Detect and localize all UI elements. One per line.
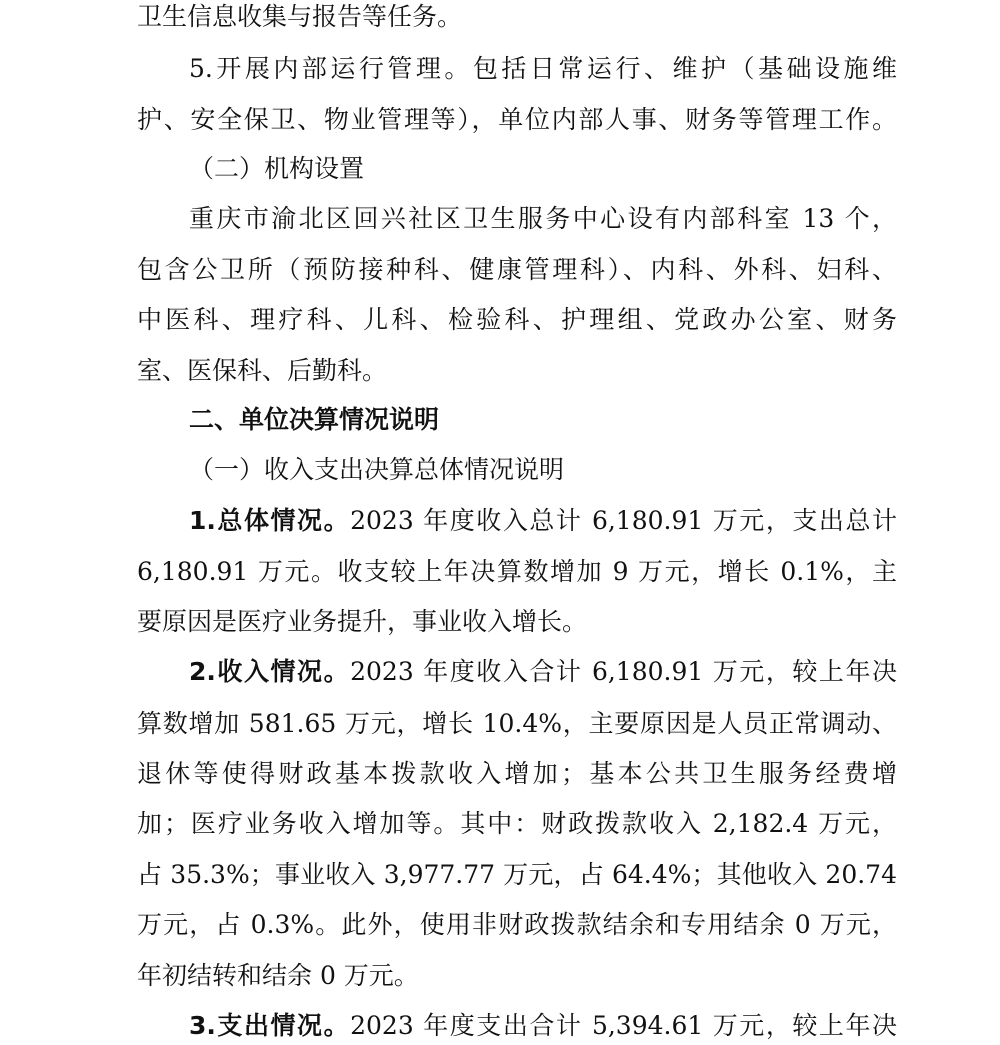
paragraph-lead: 3.支出情况。 [189,1011,351,1040]
text-line: 护、安全保卫、物业管理等），单位内部人事、财务等管理工作。 [137,105,897,134]
text-span: 2023 年度收入总计 6,180.91 万元，支出总计 [350,506,897,535]
text-line: 退休等使得财政基本拨款收入增加；基本公共卫生服务经费增 [137,759,897,788]
paragraph-lead: 1.总体情况。 [189,506,351,535]
text-line [189,502,897,540]
text-line: 要原因是医疗业务提升，事业收入增长。 [137,607,588,636]
text-line: 万元，占 0.3%。此外，使用非财政拨款结余和专用结余 0 万元， [137,910,897,939]
text-line: 加；医疗业务收入增加等。其中：财政拨款收入 2,182.4 万元， [137,809,897,838]
text-line: 年初结转和结余 0 万元。 [137,961,419,990]
text-line: 室、医保科、后勤科。 [137,356,388,385]
text-line: 包含公卫所（预防接种科、健康管理科）、内科、外科、妇科、 [137,255,897,284]
text-span: 2023 年度支出合计 5,394.61 万元，较上年决 [350,1011,897,1040]
text-line: 重庆市渝北区回兴社区卫生服务中心设有内部科室 13 个， [189,204,897,233]
text-line: 卫生信息收集与报告等任务。 [137,2,463,31]
text-line [189,653,897,691]
text-line: 5.开展内部运行管理。包括日常运行、维护（基础设施维 [189,54,897,83]
section-subheading: （二）机构设置 [189,154,365,183]
section-subheading: （一）收入支出决算总体情况说明 [189,455,565,484]
section-heading: 二、单位决算情况说明 [189,405,440,434]
text-line: 中医科、理疗科、儿科、检验科、护理组、党政办公室、财务 [137,305,897,334]
text-line: 算数增加 581.65 万元，增长 10.4%，主要原因是人员正常调动、 [137,709,897,738]
paragraph-lead: 2.收入情况。 [189,657,351,686]
text-line [189,1007,897,1045]
text-span: 2023 年度收入合计 6,180.91 万元，较上年决 [350,657,897,686]
text-line: 6,180.91 万元。收支较上年决算数增加 9 万元，增长 0.1%，主 [137,557,897,586]
text-line: 占 35.3%；事业收入 3,977.77 万元，占 64.4%；其他收入 20.74 [137,860,897,889]
